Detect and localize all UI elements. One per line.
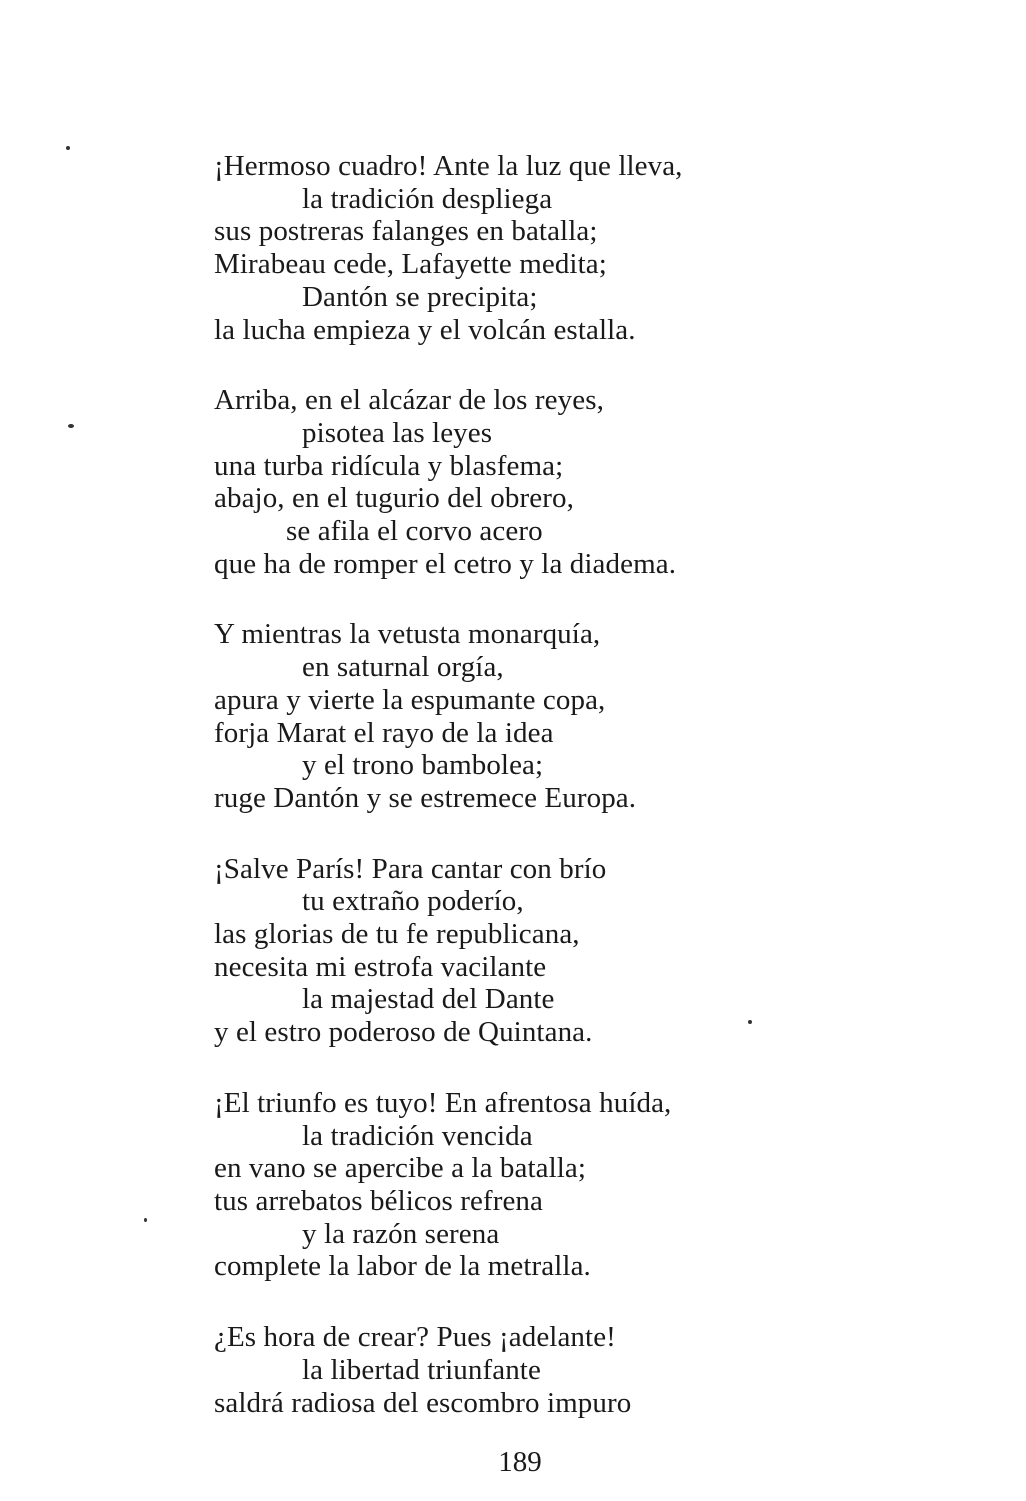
verse-line: Mirabeau cede, Lafayette medita;: [214, 248, 607, 281]
verse-line: ¡Hermoso cuadro! Ante la luz que lleva,: [214, 150, 683, 182]
stanza-6: [214, 1321, 834, 1419]
verse-line: forja Marat el rayo de la idea: [214, 716, 554, 749]
verse-line: la tradición despliega: [302, 182, 553, 215]
scan-speck: [144, 1218, 147, 1222]
poem: [214, 150, 834, 1457]
verse-line: pisotea las leyes: [302, 416, 493, 449]
stanza-2: [214, 384, 834, 580]
verse-line: la lucha empieza y el volcán estalla.: [214, 313, 636, 346]
verse-line: Arriba, en el alcázar de los reyes,: [214, 384, 604, 417]
verse-line: abajo, en el tugurio del obrero,: [214, 482, 574, 515]
verse-line: saldrá radiosa del escombro impuro: [214, 1386, 632, 1419]
verse-line: necesita mi estrofa vacilante: [214, 950, 547, 983]
stanza-4: [214, 853, 834, 1049]
verse-line: una turba ridícula y blasfema;: [214, 449, 564, 482]
stanza-3: [214, 618, 834, 814]
verse-line: ¡Salve París! Para cantar con brío: [214, 852, 607, 885]
verse-line: y el trono bambolea;: [302, 749, 544, 782]
verse-line: las glorias de tu fe republicana,: [214, 918, 580, 951]
verse-line: ¡El triunfo es tuyo! En afrentosa huída,: [214, 1086, 672, 1119]
verse-line: en vano se apercibe a la batalla;: [214, 1152, 587, 1185]
scan-speck: [68, 424, 74, 428]
verse-line: que ha de romper el cetro y la diadema.: [214, 547, 677, 580]
verse-line: en saturnal orgía,: [302, 651, 504, 684]
stanza-5: [214, 1087, 834, 1283]
verse-line: la libertad triunfante: [302, 1353, 541, 1386]
verse-line: ¿Es hora de crear? Pues ¡adelante!: [214, 1321, 616, 1354]
verse-line: tus arrebatos bélicos refrena: [214, 1184, 543, 1217]
verse-line: Y mientras la vetusta monarquía,: [214, 618, 601, 651]
verse-line: se afila el corvo acero: [286, 515, 543, 548]
page-number: 189: [498, 1446, 542, 1478]
verse-line: sus postreras falanges en batalla;: [214, 215, 598, 248]
stanza-1: [214, 150, 834, 346]
scan-speck: [66, 146, 70, 150]
verse-line: y la razón serena: [302, 1217, 500, 1250]
verse-line: la tradición vencida: [302, 1119, 533, 1152]
verse-line: apura y vierte la espumante copa,: [214, 683, 606, 716]
verse-line: ruge Dantón y se estremece Europa.: [214, 781, 637, 814]
verse-line: complete la labor de la metralla.: [214, 1250, 591, 1283]
verse-line: tu extraño poderío,: [302, 885, 524, 918]
verse-line: y el estro poderoso de Quintana.: [214, 1016, 593, 1049]
scan-speck: [748, 1020, 752, 1024]
verse-line: Dantón se precipita;: [302, 280, 538, 313]
verse-line: la majestad del Dante: [302, 983, 555, 1016]
